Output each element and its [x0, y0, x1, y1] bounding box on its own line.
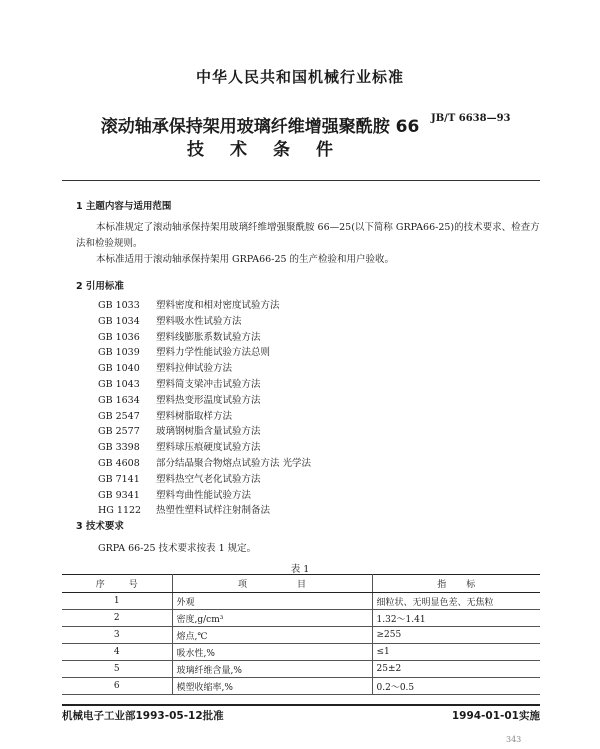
reference-code: GB 2577: [98, 426, 140, 438]
reference-name: 塑料拉伸试验方法: [156, 363, 233, 375]
reference-code: GB 1039: [98, 347, 140, 359]
table-row: [62, 610, 540, 627]
table-header-row: [62, 575, 540, 593]
reference-code: GB 3398: [98, 442, 140, 454]
table-cell: 0.2～0.5: [372, 678, 540, 695]
table-row: [62, 593, 540, 610]
table-cell: 5: [62, 661, 172, 678]
reference-name: 塑料热空气老化试验方法: [156, 473, 261, 485]
table-cell: 25±2: [372, 661, 540, 678]
reference-item: [98, 298, 280, 314]
reference-code: GB 1634: [98, 394, 140, 406]
table-cell: 6: [62, 678, 172, 695]
reference-code: GB 1043: [98, 379, 140, 390]
section-3-heading: 3 技术要求: [76, 521, 124, 532]
section-1-heading: 1 主题内容与适用范围: [76, 201, 172, 212]
reference-item: [98, 330, 261, 346]
reference-code: GB 1036: [98, 331, 140, 343]
table-row: [62, 678, 540, 695]
table-row: [62, 661, 540, 678]
table-cell: 1.32～1.41: [372, 610, 540, 627]
reference-name: 塑料线膨胀系数试验方法: [156, 331, 261, 343]
table-header-cell: 指标: [372, 575, 540, 593]
section-2-heading: 2 引用标准: [76, 281, 124, 292]
requirements-table: [62, 574, 540, 695]
section-1-paragraph-1: 本标准规定了滚动轴承保持架用玻璃纤维增强聚酰胺 66—25(以下简称 GRPA66-25)的技术要求、检查方法和检验规则。: [76, 222, 540, 249]
reference-name: 塑料吸水性试验方法: [156, 315, 242, 327]
table-cell: 4: [62, 644, 172, 661]
reference-code: GB 1033: [98, 300, 140, 311]
reference-name: 塑料力学性能试验方法总则: [156, 347, 271, 359]
table-header-cell: 项目: [172, 575, 372, 593]
footer-divider: [62, 704, 540, 706]
reference-code: GB 2547: [98, 410, 140, 422]
reference-name: 玻璃钢树脂含量试验方法: [156, 426, 261, 438]
section-3-intro: GRPA 66-25 技术要求按表 1 规定。: [98, 543, 257, 554]
reference-item: [98, 345, 270, 361]
issuing-organization: 中华人民共和国机械行业标准: [195, 68, 404, 86]
table-cell: 2: [62, 610, 172, 627]
section-1-paragraph-2: 本标准适用于滚动轴承保持架用 GRPA66-25 的生产检验和用户验收。: [96, 254, 395, 265]
reference-name: 部分结晶聚合物熔点试验方法 光学法: [156, 458, 312, 469]
reference-item: [98, 472, 261, 488]
table-row: [62, 644, 540, 661]
reference-item: [98, 409, 232, 425]
table-cell: 熔点,℃: [172, 627, 372, 644]
table-cell: ≥255: [372, 627, 540, 644]
implementation-date: 1994-01-01实施: [451, 710, 540, 722]
reference-name: 塑料树脂取样方法: [156, 410, 233, 422]
reference-name: 热塑性塑料试样注射制备法: [156, 505, 271, 517]
reference-item: [98, 377, 261, 393]
reference-code: HG 1122: [98, 505, 142, 517]
header-divider: [62, 180, 540, 181]
table-cell: 玻璃纤维含量,%: [172, 661, 372, 678]
table-cell: 模塑收缩率,%: [172, 678, 372, 695]
reference-name: 塑料简支梁冲击试验方法: [156, 379, 261, 390]
reference-name: 塑料密度和相对密度试验方法: [156, 300, 280, 311]
reference-item: [98, 488, 251, 504]
reference-code: GB 4608: [98, 458, 140, 469]
table-cell: ≤1: [372, 644, 540, 661]
reference-code: GB 1034: [98, 315, 140, 327]
document-title: 滚动轴承保持架用玻璃纤维增强聚酰胺 66: [100, 117, 420, 137]
reference-code: GB 7141: [98, 473, 140, 485]
standard-number: JB/T 6638—93: [431, 113, 511, 124]
reference-item: [98, 456, 311, 472]
reference-item: [98, 440, 261, 456]
reference-code: GB 9341: [98, 489, 140, 501]
reference-item: [98, 393, 261, 409]
reference-item: [98, 503, 270, 519]
approval-info: 机械电子工业部1993-05-12批准: [62, 710, 224, 722]
table-cell: 吸水性,%: [172, 644, 372, 661]
reference-item: [98, 424, 261, 440]
reference-item: [98, 361, 232, 377]
table-header-cell: 序号: [62, 575, 172, 593]
page-number: 343: [506, 735, 522, 744]
table-cell: 密度,g/cm³: [172, 610, 372, 627]
table-cell: 1: [62, 593, 172, 610]
reference-name: 塑料球压痕硬度试验方法: [156, 442, 261, 454]
table-row: [62, 627, 540, 644]
reference-item: [98, 314, 242, 330]
table-cell: 细粒状、无明显色差、无焦粒: [372, 593, 540, 610]
reference-name: 塑料热变形温度试验方法: [156, 394, 261, 406]
table-cell: 外观: [172, 593, 372, 610]
reference-name: 塑料弯曲性能试验方法: [156, 489, 252, 501]
document-subtitle: 技术条件: [187, 140, 359, 160]
table-cell: 3: [62, 627, 172, 644]
reference-code: GB 1040: [98, 363, 140, 375]
table-caption: 表 1: [290, 564, 310, 575]
